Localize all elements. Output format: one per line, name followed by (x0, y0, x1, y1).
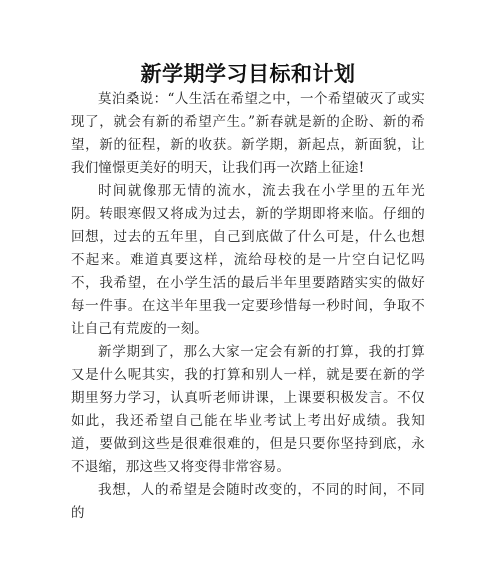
document-title: 新学期学习目标和计划 (140, 62, 356, 86)
paragraph-3: 新学期到了，那么大家一定会有新的打算，我的打算又是什么呢其实，我的打算和别人一样，就是要在新的学期里努力学习，认真听老师讲课，上课要积极发言。不仅如此，我还希望自己能在毕业考试上考出好成绩。我知道，要做到这些是很难很难的，但是只要你坚持到底，永不退缩，那这些又将变得非常容易。 (71, 344, 425, 475)
document-body (71, 88, 425, 525)
paragraph-2: 时间就像那无情的流水，流去我在小学里的五年光阴。转眼寒假又将成为过去，新的学期即将来临。仔细的回想，过去的五年里，自己到底做了什么可是，什么也想不起来。难道真要这样，流给母校的是一片空白记忆吗不，我希望，在小学生活的最后半年里要踏踏实实的做好每一件事。在这半年里我一定要珍惜每一秒时间，争取不让自己有荒废的一刻。 (71, 183, 425, 337)
paragraph-4: 我想，人的希望是会随时改变的，不同的时间，不同的 (71, 482, 425, 521)
paragraph-1: 莫泊桑说：“人生活在希望之中，一个希望破灭了或实现了，就会有新的希望产生。”新春就是新的企盼、新的希望，新的征程，新的收获。新学期，新起点，新面貌，让我们憧憬更美好的明天，让我们再一次踏上征途! (71, 91, 425, 176)
